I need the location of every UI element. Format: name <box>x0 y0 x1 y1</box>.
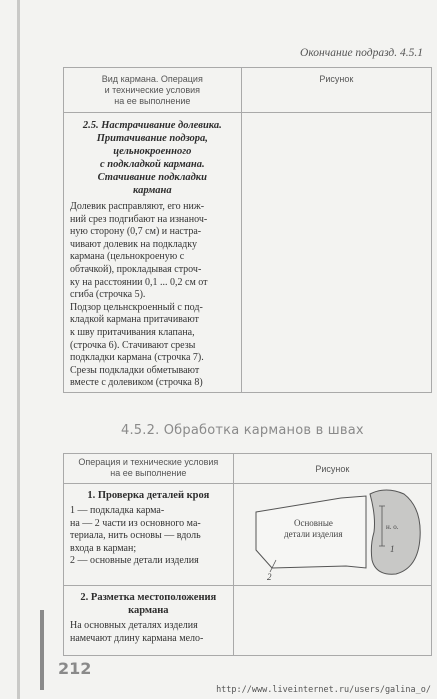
text-line: Подзор цельнскроенный с под- <box>70 301 203 313</box>
text-line: териала, нить основы — вдоль <box>70 530 201 542</box>
table-row <box>64 586 432 656</box>
operation-cell <box>64 484 234 586</box>
main-detail-label-1: Основные <box>294 518 333 528</box>
text-line: входа в карман; <box>70 542 137 554</box>
header-line: на ее выполнение <box>114 96 191 106</box>
header-line: и технические условия <box>104 85 201 95</box>
step-title: 1. Проверка деталей кроя <box>87 490 210 501</box>
text-line: ку на расстоянии 0,1 ... 0,2 см от <box>70 276 208 288</box>
title-line: 2. Разметка местоположения <box>80 592 217 603</box>
page-margin-bar <box>40 610 44 690</box>
title-line: с подкладкой кармана. <box>99 159 205 170</box>
operation-description <box>64 505 233 568</box>
measure-label: н. о. <box>386 523 399 531</box>
text-line: вместе с долевиком (строчка 8) <box>70 377 203 389</box>
header-operation <box>64 454 234 484</box>
page-number: 212 <box>58 659 92 678</box>
section-title <box>68 119 237 197</box>
text-line: ную сторону (0,7 см) и настра- <box>70 226 202 238</box>
text-line: чивают долевик на подкладку <box>70 238 197 250</box>
header-operation <box>64 68 242 113</box>
text-line: 2 — основные детали изделия <box>70 555 199 567</box>
title-line: 2.5. Настрачивание долевика. <box>82 120 222 131</box>
operation-description <box>64 620 233 645</box>
pocket-pattern-drawing <box>236 486 426 582</box>
pocket-lining-shape <box>370 490 420 574</box>
operation-cell <box>64 113 242 393</box>
title-line: цельнокроенного <box>113 146 192 157</box>
section-heading: 4.5.2. Обработка карманов в швах <box>121 423 364 438</box>
text-line: ний срез подгибают на изнаноч- <box>70 213 208 225</box>
text-line: обтачкой), прокладывая строч- <box>70 263 202 275</box>
text-line: Срезы подкладки обметывают <box>70 364 200 376</box>
figure-cell-empty <box>233 586 431 656</box>
operation-description <box>64 201 241 390</box>
table-header-row <box>64 68 432 113</box>
operations-table-1 <box>63 67 432 393</box>
text-line: на — 2 части из основного ма- <box>70 517 201 529</box>
label-1: 1 <box>390 544 395 554</box>
main-detail-label-2: детали изделия <box>284 529 343 539</box>
text-line: сгиба (строчка 5). <box>70 289 146 301</box>
header-line: Операция и технические условия <box>78 457 219 467</box>
header-figure: Рисунок <box>233 454 431 484</box>
text-line: подкладки кармана (строчка 7). <box>70 352 204 364</box>
table-row <box>64 113 432 393</box>
title-line: кармана <box>128 605 169 616</box>
table-header-row <box>64 454 432 484</box>
title-line: Стачивание подкладки <box>97 172 207 183</box>
operation-cell <box>64 586 234 656</box>
text-line: Долевик расправляют, его ниж- <box>70 201 205 212</box>
text-line: (строчка 6). Стачивают срезы <box>70 339 196 351</box>
text-line: намечают длину кармана мело- <box>70 632 204 644</box>
header-line: на ее выполнение <box>110 468 187 478</box>
header-line: Вид кармана. Операция <box>101 74 203 84</box>
page-edge-shadow <box>17 0 20 699</box>
figure-cell-empty <box>241 113 431 393</box>
title-line: Притачивание подзора, <box>96 133 208 144</box>
label-2: 2 <box>267 572 272 582</box>
header-figure: Рисунок <box>241 68 431 113</box>
text-line: кладкой кармана притачивают <box>70 314 199 326</box>
text-line: 1 — подкладка карма- <box>70 505 165 516</box>
title-line: кармана <box>133 185 172 196</box>
text-line: кармана (цельнокроеную с <box>70 251 185 263</box>
continuation-caption: Окончание подразд. 4.5.1 <box>300 47 423 59</box>
text-line: На основных деталях изделия <box>70 620 198 631</box>
step-title <box>68 591 229 617</box>
text-line: к шву притачивания клапана, <box>70 326 195 338</box>
source-url: http://www.liveinternet.ru/users/galina_o/ <box>216 685 431 695</box>
